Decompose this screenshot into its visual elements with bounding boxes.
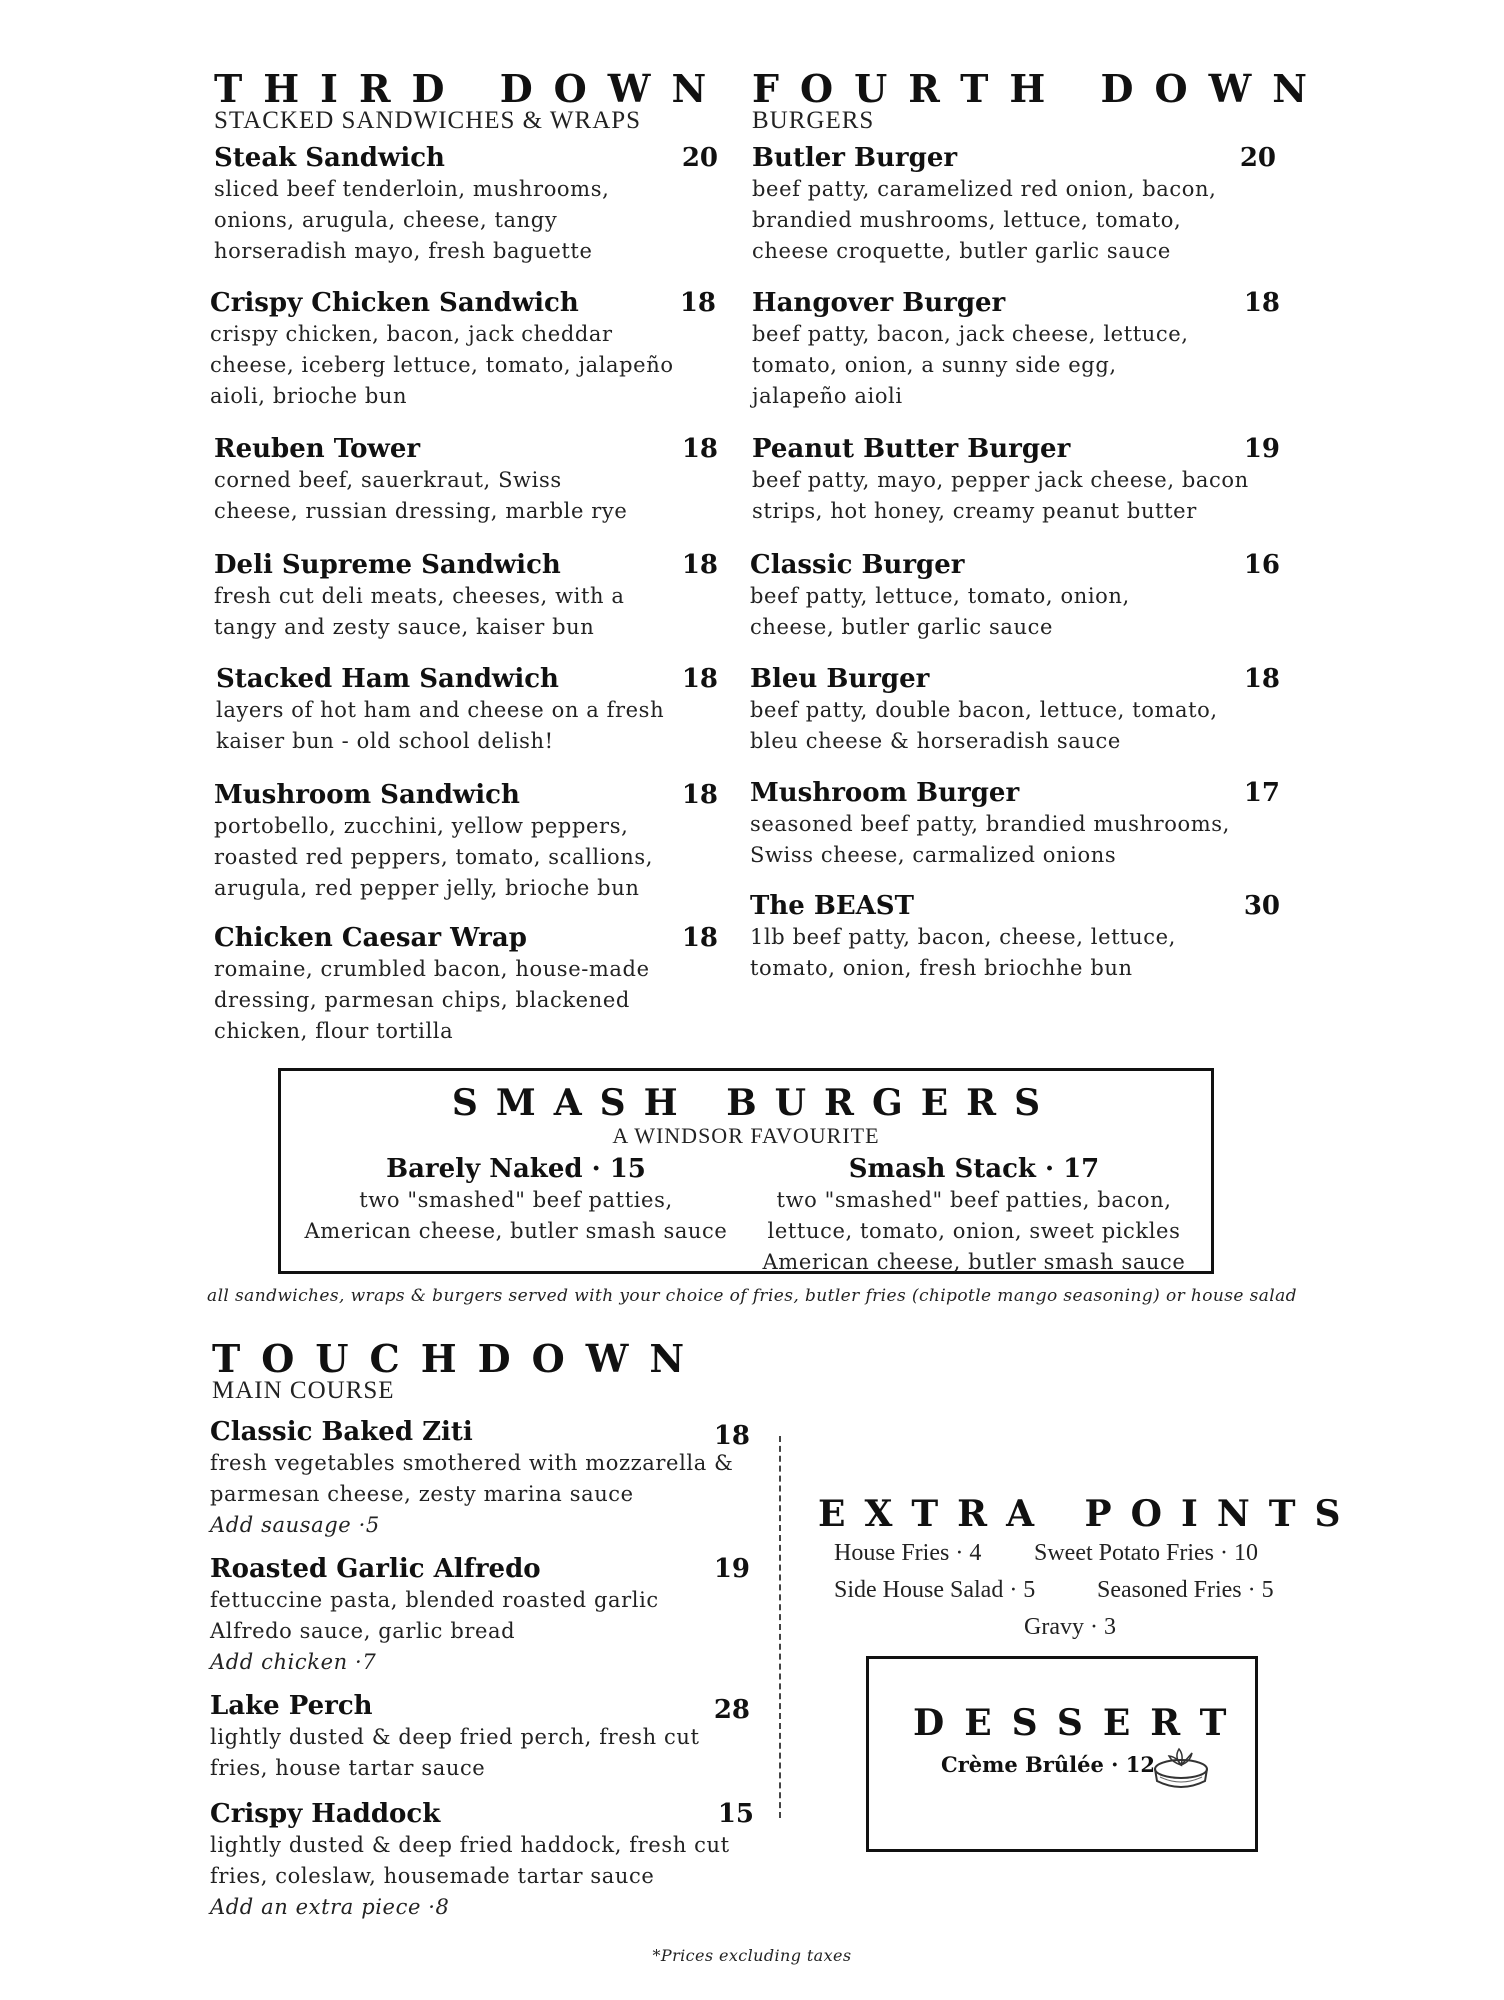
smash-burgers-title: SMASH BURGERS	[451, 1082, 1059, 1124]
dessert-item: Crème Brûlée · 12	[941, 1752, 1155, 1777]
item-price: 15	[717, 1799, 754, 1829]
item-desc: corned beef, sauerkraut, Swiss cheese, russian dressing, marble rye	[214, 468, 628, 523]
menu-item	[216, 663, 718, 757]
item-name: Classic Baked Ziti	[210, 1417, 473, 1447]
smash-item	[291, 1153, 741, 1247]
item-price: 18	[681, 780, 718, 810]
smash-item-desc-line: two "smashed" beef patties, bacon,	[776, 1188, 1172, 1212]
item-price: 18	[713, 1421, 750, 1451]
dessert-title: DESSERT	[913, 1702, 1247, 1744]
creme-brulee-icon	[1152, 1741, 1210, 1793]
menu-item	[210, 1553, 750, 1678]
smash-item-desc-line: lettuce, tomato, onion, sweet pickles	[767, 1219, 1181, 1243]
item-desc: beef patty, lettuce, tomato, onion, cheese, butler garlic sauce	[750, 584, 1130, 639]
fourth-down-subtitle: BURGERS	[752, 107, 875, 134]
menu-item	[752, 142, 1276, 267]
item-desc: lightly dusted & deep fried haddock, fresh cut fries, coleslaw, housemade tartar sauce	[210, 1833, 730, 1888]
item-price: 16	[1243, 550, 1280, 580]
item-name: Reuben Tower	[214, 434, 421, 464]
menu-item	[214, 142, 718, 267]
item-name: Bleu Burger	[750, 664, 930, 694]
item-name: Peanut Butter Burger	[752, 434, 1071, 464]
item-desc: 1lb beef patty, bacon, cheese, lettuce, tomato, onion, fresh briochhe bun	[750, 925, 1176, 980]
item-desc: fresh vegetables smothered with mozzarella & parmesan cheese, zesty marina sauce	[210, 1451, 734, 1506]
item-desc: beef patty, bacon, jack cheese, lettuce, tomato, onion, a sunny side egg, jalapeño aioli	[752, 322, 1189, 408]
third-down-title: THIRD DOWN	[214, 66, 728, 111]
menu-item	[214, 922, 718, 1047]
item-desc: crispy chicken, bacon, jack cheddar cheese, iceberg lettuce, tomato, jalapeño aioli, brioche bun	[210, 322, 674, 408]
menu-item	[214, 433, 718, 527]
item-name: Deli Supreme Sandwich	[214, 550, 561, 580]
item-name: Crispy Chicken Sandwich	[210, 288, 579, 318]
item-price: 18	[681, 923, 718, 953]
item-name: The BEAST	[750, 891, 914, 921]
item-name: Mushroom Burger	[750, 778, 1020, 808]
extra-item: Sweet Potato Fries · 10	[1034, 1540, 1258, 1566]
menu-item	[210, 1798, 754, 1923]
smash-item-name: Barely Naked · 15	[386, 1154, 646, 1184]
extra-points-title: EXTRA POINTS	[818, 1493, 1360, 1535]
item-name: Chicken Caesar Wrap	[214, 923, 527, 953]
item-price: 28	[713, 1695, 750, 1725]
menu-item	[750, 549, 1280, 643]
prices-note: *Prices excluding taxes	[652, 1946, 852, 1965]
extra-item: Gravy · 3	[1024, 1614, 1116, 1640]
item-price: 19	[1243, 434, 1280, 464]
item-desc: beef patty, double bacon, lettuce, tomato, bleu cheese & horseradish sauce	[750, 698, 1218, 753]
item-desc: fettuccine pasta, blended roasted garlic Alfredo sauce, garlic bread	[210, 1588, 659, 1643]
item-name: Classic Burger	[750, 550, 965, 580]
menu-item	[750, 663, 1280, 757]
extra-item: House Fries · 4	[834, 1540, 982, 1566]
item-price: 20	[681, 143, 718, 173]
item-price: 18	[679, 288, 716, 318]
item-price: 30	[1243, 891, 1280, 921]
extra-item: Side House Salad · 5	[834, 1577, 1036, 1603]
menu-item	[752, 287, 1280, 412]
item-price: 18	[1243, 664, 1280, 694]
fourth-down-title: FOURTH DOWN	[752, 66, 1329, 111]
item-price: 19	[713, 1554, 750, 1584]
item-name: Mushroom Sandwich	[214, 780, 520, 810]
sides-note: all sandwiches, wraps & burgers served with your choice of fries, butler fries (chipotle mango seasoning) or house salad	[207, 1286, 1297, 1306]
smash-item	[741, 1153, 1207, 1278]
item-name: Steak Sandwich	[214, 143, 445, 173]
smash-item-desc-line: two "smashed" beef patties,	[359, 1188, 673, 1212]
smash-burgers-box	[278, 1068, 1214, 1274]
item-name: Lake Perch	[210, 1691, 373, 1721]
third-down-subtitle: STACKED SANDWICHES & WRAPS	[214, 107, 642, 134]
item-name: Butler Burger	[752, 143, 958, 173]
menu-item	[214, 549, 718, 643]
item-price: 18	[1243, 288, 1280, 318]
menu-item	[210, 1690, 750, 1784]
column-divider	[779, 1436, 781, 1818]
item-addon: Add sausage ·5	[210, 1513, 380, 1537]
touchdown-subtitle: MAIN COURSE	[212, 1377, 395, 1404]
dessert-box	[866, 1656, 1258, 1852]
item-price: 18	[681, 550, 718, 580]
smash-item-desc-line: American cheese, butler smash sauce	[762, 1250, 1186, 1274]
item-desc: layers of hot ham and cheese on a fresh kaiser bun - old school delish!	[216, 698, 665, 753]
item-desc: beef patty, mayo, pepper jack cheese, bacon strips, hot honey, creamy peanut butter	[752, 468, 1249, 523]
extra-item: Seasoned Fries · 5	[1097, 1577, 1274, 1603]
item-price: 17	[1243, 778, 1280, 808]
item-desc: sliced beef tenderloin, mushrooms, onions, arugula, cheese, tangy horseradish mayo, fresh baguette	[214, 177, 610, 263]
item-name: Hangover Burger	[752, 288, 1006, 318]
item-price: 18	[681, 434, 718, 464]
smash-burgers-subtitle: A WINDSOR FAVOURITE	[612, 1123, 880, 1148]
menu-item	[214, 779, 718, 904]
item-name: Crispy Haddock	[210, 1799, 441, 1829]
item-name: Roasted Garlic Alfredo	[210, 1554, 541, 1584]
item-price: 18	[681, 664, 718, 694]
menu-item	[210, 1416, 750, 1541]
item-desc: fresh cut deli meats, cheeses, with a tangy and zesty sauce, kaiser bun	[214, 584, 625, 639]
smash-item-desc-line: American cheese, butler smash sauce	[304, 1219, 728, 1243]
menu-item	[752, 433, 1280, 527]
menu-item	[210, 287, 716, 412]
item-name: Stacked Ham Sandwich	[216, 664, 559, 694]
smash-item-name: Smash Stack · 17	[848, 1154, 1100, 1184]
item-desc: lightly dusted & deep fried perch, fresh cut fries, house tartar sauce	[210, 1725, 700, 1780]
menu-item	[750, 777, 1280, 871]
menu-item	[750, 890, 1280, 984]
item-price: 20	[1239, 143, 1276, 173]
item-addon: Add chicken ·7	[210, 1650, 377, 1674]
item-desc: beef patty, caramelized red onion, bacon, brandied mushrooms, lettuce, tomato, cheese croquette, butler garlic sauce	[752, 177, 1217, 263]
item-desc: seasoned beef patty, brandied mushrooms, Swiss cheese, carmalized onions	[750, 812, 1230, 867]
item-desc: portobello, zucchini, yellow peppers, roasted red peppers, tomato, scallions, arugula, red pepper jelly, brioche bun	[214, 814, 654, 900]
item-addon: Add an extra piece ·8	[210, 1895, 450, 1919]
item-desc: romaine, crumbled bacon, house-made dressing, parmesan chips, blackened chicken, flour tortilla	[214, 957, 650, 1043]
touchdown-title: TOUCHDOWN	[212, 1336, 706, 1381]
